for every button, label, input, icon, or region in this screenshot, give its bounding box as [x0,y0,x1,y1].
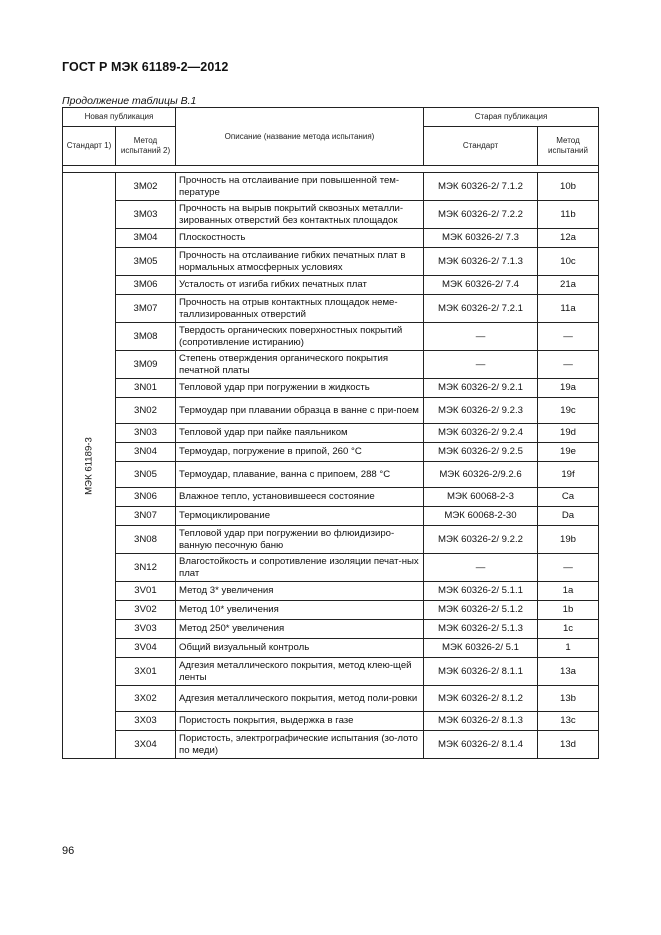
method-description: Пористость, электрографические испытания (зо-лото по меди) [176,731,424,759]
method-description: Влагостойкость и сопротивление изоляции печат-ных плат [176,554,424,582]
method-code: 3X04 [116,731,176,759]
method-code: 3M09 [116,351,176,379]
old-method: 1 [538,639,599,658]
table-row [63,462,599,488]
method-description: Общий визуальный контроль [176,639,424,658]
old-standard: МЭК 60326-2/ 5.1.3 [424,620,538,639]
old-method: 19e [538,443,599,462]
old-standard: — [424,554,538,582]
method-description: Термоудар, погружение в припой, 260 °С [176,443,424,462]
table-row [63,443,599,462]
header-method-old: Метод испытаний [538,127,599,166]
old-method: 13d [538,731,599,759]
old-standard: МЭК 60326-2/ 8.1.4 [424,731,538,759]
method-code: 3V03 [116,620,176,639]
old-standard: МЭК 60326-2/ 8.1.1 [424,658,538,686]
old-method: Ca [538,488,599,507]
method-code: 3M08 [116,323,176,351]
old-standard: МЭК 60068-2-30 [424,507,538,526]
table-row [63,582,599,601]
table-row [63,712,599,731]
test-methods-table [62,107,599,759]
old-method: 19b [538,526,599,554]
old-method: 1a [538,582,599,601]
old-standard: МЭК 60326-2/ 8.1.2 [424,686,538,712]
table-row [63,601,599,620]
old-standard: МЭК 60326-2/ 7.3 [424,229,538,248]
method-code: 3V02 [116,601,176,620]
old-standard: МЭК 60326-2/ 9.2.3 [424,398,538,424]
old-method: 11a [538,295,599,323]
old-method: 1b [538,601,599,620]
old-standard: МЭК 60326-2/ 9.2.5 [424,443,538,462]
old-standard: — [424,323,538,351]
method-description: Тепловой удар при пайке паяльником [176,424,424,443]
old-standard: МЭК 60068-2-3 [424,488,538,507]
old-method: 12a [538,229,599,248]
header-method-new: Метод испытаний 2) [116,127,176,166]
method-description: Прочность на отрыв контактных площадок неме-таллизированных отверстий [176,295,424,323]
method-description: Прочность на отслаивание при повышенной тем-пературе [176,173,424,201]
old-standard: МЭК 60326-2/ 7.2.1 [424,295,538,323]
old-standard: МЭК 60326-2/ 9.2.2 [424,526,538,554]
table-row [63,686,599,712]
old-method: 13c [538,712,599,731]
table-row [63,201,599,229]
method-description: Пористость покрытия, выдержка в газе [176,712,424,731]
method-description: Термоциклирование [176,507,424,526]
method-description: Твердость органических поверхностных покрытий (сопротивление истиранию) [176,323,424,351]
old-standard: МЭК 60326-2/9.2.6 [424,462,538,488]
table-row [63,488,599,507]
old-method: — [538,323,599,351]
old-standard: — [424,351,538,379]
table-row [63,248,599,276]
header-gap [63,166,599,173]
method-code: 3N12 [116,554,176,582]
old-method: 10b [538,173,599,201]
old-standard: МЭК 60326-2/ 5.1.2 [424,601,538,620]
method-description: Влажное тепло, установившееся состояние [176,488,424,507]
method-code: 3M04 [116,229,176,248]
table-row [63,276,599,295]
method-code: 3M06 [116,276,176,295]
old-method: 11b [538,201,599,229]
old-standard: МЭК 60326-2/ 7.1.2 [424,173,538,201]
header-old-publication: Старая публикация [424,108,599,127]
method-code: 3X03 [116,712,176,731]
method-description: Плоскостность [176,229,424,248]
table-row [63,731,599,759]
method-code: 3N08 [116,526,176,554]
old-method: 19a [538,379,599,398]
old-method: — [538,351,599,379]
method-description: Метод 3* увеличения [176,582,424,601]
method-code: 3M05 [116,248,176,276]
method-code: 3M07 [116,295,176,323]
table-row [63,379,599,398]
old-standard: МЭК 60326-2/ 5.1 [424,639,538,658]
method-description: Термоудар, плавание, ванна с припоем, 288 °С [176,462,424,488]
table-caption: Продолжение таблицы В.1 [62,95,197,107]
table-row [63,351,599,379]
table-row [63,639,599,658]
method-description: Термоудар при плавании образца в ванне с при-поем [176,398,424,424]
method-code: 3N04 [116,443,176,462]
method-code: 3X01 [116,658,176,686]
method-description: Степень отверждения органического покрытия печатной платы [176,351,424,379]
old-standard: МЭК 60326-2/ 9.2.1 [424,379,538,398]
table-row [63,620,599,639]
old-method: 19f [538,462,599,488]
method-code: 3N07 [116,507,176,526]
old-method: — [538,554,599,582]
table-row [63,507,599,526]
method-description: Усталость от изгиба гибких печатных плат [176,276,424,295]
old-method: 21a [538,276,599,295]
old-method: Da [538,507,599,526]
document-header: ГОСТ Р МЭК 61189-2—2012 [62,60,229,74]
old-standard: МЭК 60326-2/ 7.2.2 [424,201,538,229]
method-description: Адгезия металлического покрытия, метод клею-щей ленты [176,658,424,686]
method-code: 3V01 [116,582,176,601]
method-code: 3M02 [116,173,176,201]
method-code: 3N05 [116,462,176,488]
method-code: 3N03 [116,424,176,443]
table-row [63,526,599,554]
header-new-publication: Новая публикация [63,108,176,127]
method-description: Метод 10* увеличения [176,601,424,620]
group-standard-cell [63,173,116,759]
method-description: Адгезия металлического покрытия, метод поли-ровки [176,686,424,712]
old-standard: МЭК 60326-2/ 7.4 [424,276,538,295]
table-row [63,323,599,351]
method-code: 3N02 [116,398,176,424]
table-row [63,658,599,686]
method-description: Метод 250* увеличения [176,620,424,639]
old-method: 13a [538,658,599,686]
header-standard-old: Стандарт [424,127,538,166]
old-standard: МЭК 60326-2/ 8.1.3 [424,712,538,731]
old-standard: МЭК 60326-2/ 9.2.4 [424,424,538,443]
page-number: 96 [62,845,75,857]
old-method: 19c [538,398,599,424]
group-standard-label: МЭК 61189-3 [83,436,95,495]
table-row [63,229,599,248]
table-row [63,173,599,201]
method-description: Прочность на вырыв покрытий сквозных металли-зированных отверстий без контактных площадок [176,201,424,229]
table-row [63,398,599,424]
method-code: 3N06 [116,488,176,507]
method-code: 3M03 [116,201,176,229]
header-standard-new: Стандарт 1) [63,127,116,166]
old-method: 1c [538,620,599,639]
method-code: 3N01 [116,379,176,398]
method-description: Тепловой удар при погружении в жидкость [176,379,424,398]
old-method: 13b [538,686,599,712]
method-description: Тепловой удар при погружении во флюидизиро-ванную песочную баню [176,526,424,554]
table-row [63,424,599,443]
header-description: Описание (название метода испытания) [176,108,424,166]
table-row [63,554,599,582]
old-method: 10c [538,248,599,276]
table-row [63,295,599,323]
old-standard: МЭК 60326-2/ 5.1.1 [424,582,538,601]
method-code: 3X02 [116,686,176,712]
method-code: 3V04 [116,639,176,658]
method-description: Прочность на отслаивание гибких печатных плат в нормальных атмосферных условиях [176,248,424,276]
old-method: 19d [538,424,599,443]
old-standard: МЭК 60326-2/ 7.1.3 [424,248,538,276]
